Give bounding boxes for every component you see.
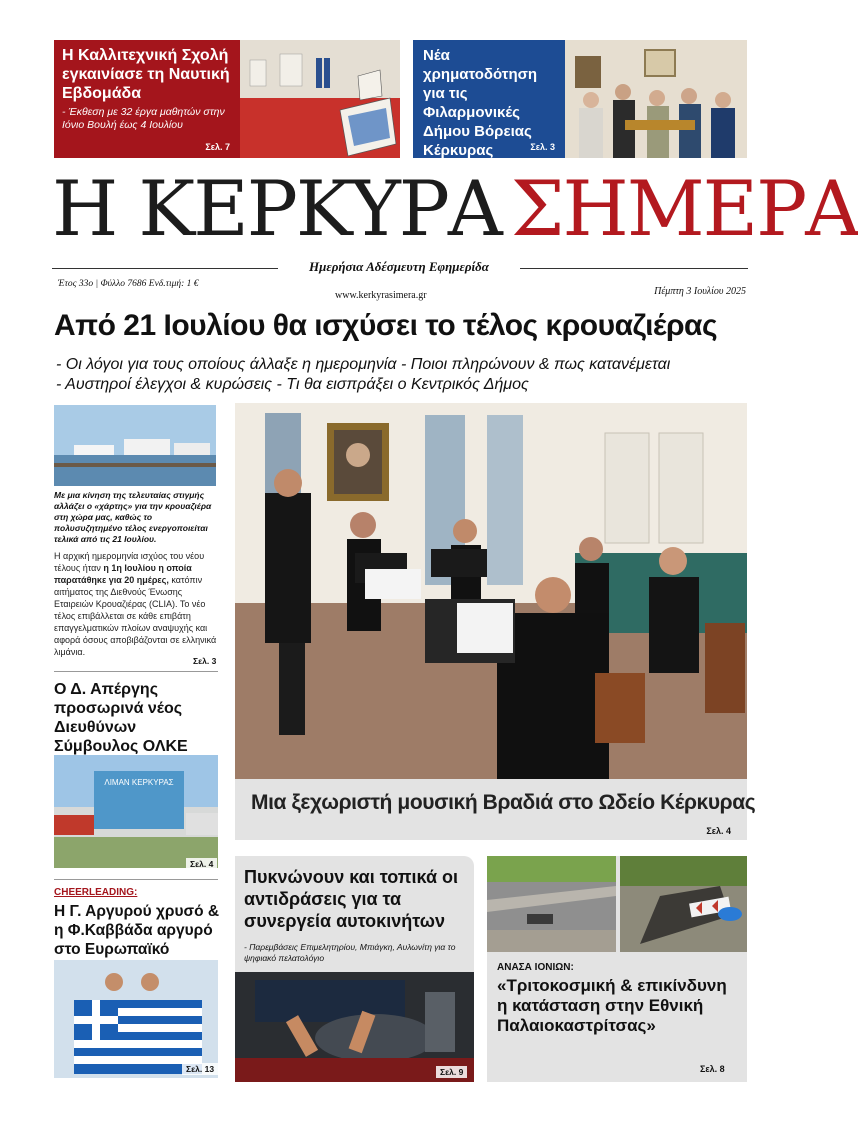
masthead-rule-left [52,268,278,269]
port-sign-text: ΛΙΜΑΝ ΚΕΡΚΥΡΑΣ [104,778,174,787]
roads-kicker: ΑΝΑΣΑ ΙΟΝΙΩΝ: [497,962,574,973]
roads-headline[interactable]: «Τριτοκοσμική & επικίνδυνη η κατάσταση στην Εθνική Παλαιοκαστρίτσας» [497,976,727,1035]
teaser-naval-week-headline: Η Καλλιτεχνική Σχολή εγκαινίασε τη Ναυτική Εβδομάδα [62,47,230,102]
cars-headline: Πυκνώνουν και τοπικά οι αντιδράσεις για τα συνεργεία αυτοκινήτων [244,867,459,931]
feature-caption-box[interactable] [235,779,756,840]
cars-page[interactable]: Σελ. 9 [436,1066,467,1078]
conservatory-concert-photo [235,403,747,779]
damaged-road-photo [487,856,616,952]
broken-sign-photo [620,856,747,952]
lead-subheadlines [56,355,756,395]
olke-headline[interactable]: Ο Δ. Απέργης προσωρινά νέος Διευθύνων Σύμβουλος ΟΛΚΕ [54,681,188,755]
cheerleaders-flag-photo [54,960,218,1078]
cheer-page[interactable]: Σελ. 13 [182,1063,218,1075]
cruise-body-bold: η 1η Ιουλίου η οποία παρατάθηκε για 20 ημέρες, [54,563,192,585]
teaser-philharmonics-headline: Νέα χρηματοδότηση για τις Φιλαρμονικές Δήμου Βόρειας Κέρκυρας [423,47,538,159]
teaser-philharmonics-page: Σελ. 3 [530,142,555,152]
teaser-naval-week[interactable] [54,40,400,158]
cars-story-box[interactable] [235,856,474,972]
cruise-body [54,550,218,658]
teaser-naval-week-textbox [54,40,240,158]
masthead-website[interactable]: www.kerkyrasimera.gr [335,290,427,301]
left-divider-2 [54,879,218,880]
masthead-tagline: Ημερήσια Αδέσμευτη Εφημερίδα [309,259,489,274]
lead-subline-2: - Αυστηροί έλεγχοι & κυρώσεις - Τι θα εισπράξει ο Κεντρικός Δήμος [56,376,529,393]
lead-headline[interactable]: Από 21 Ιουλίου θα ισχύσει το τέλος κρουαζιέρας [54,309,718,342]
masthead-title-simera: ΣΗΜΕΡΑ [510,164,858,253]
teaser-philharmonics-textbox [413,40,565,158]
cheer-kicker: CHEERLEADING: [54,887,138,898]
cars-subtitle: - Παρεμβάσεις Επιμελητηρίου, Μπιάγκη, Αυλωνίτη για το ψηφιακό πελατολόγιο [244,942,456,963]
cruise-ships-photo [54,405,216,486]
left-divider-1 [54,671,218,672]
cruise-body-part1: Η αρχική ημερομηνία ισχύος του νέου τέλους ήταν [54,551,205,573]
masthead-rule-right [520,268,748,269]
masthead-issue-info: Έτος 33ο | Φύλλο 7686 Ενδ.τιμή: 1 € [58,279,199,289]
teaser-philharmonics[interactable] [413,40,747,158]
roads-page[interactable]: Σελ. 8 [700,1064,725,1074]
teaser-naval-week-page: Σελ. 7 [205,142,230,152]
feature-page: Σελ. 4 [706,826,731,836]
cruise-body-part2: κατόπιν αιτήματος της Διεθνούς Ένωσης Εταιρειών Κρουαζιέρας (CLIA). Το νέο τέλος επιβάλλεται σε κάθε επιβάτη επαγγελματικών πλοίων αναψυχής και αφορά όσους αποβιβάζονται σε ελληνικά λιμάνια. [54,575,217,657]
cruise-page[interactable]: Σελ. 3 [193,656,217,666]
cruise-caption: Με μια κίνηση της τελευταίας στιγμής αλλάζει ο «χάρτης» για την κρουαζιέρα στη χώρα μας, καθώς το πολυσυζητημένο τέλος ενεργοποιείται τελικά από τις 21 Ιουλίου. [54,490,212,544]
cheer-headline[interactable]: Η Γ. Αργυρού χρυσό & η Φ.Καββάδα αργυρό στο Ευρωπαϊκό [54,903,220,958]
port-building-photo [54,755,218,868]
lead-subline-1: - Οι λόγοι για τους οποίους άλλαξε η ημερομηνία - Ποιοι πληρώνουν & πως κατανέμεται [56,356,671,373]
teaser-naval-week-subtitle: - Έκθεση με 32 έργα μαθητών στην Ιόνιο Βουλή έως 4 Ιουλίου [62,106,225,131]
feature-caption: Μια ξεχωριστή μουσική Βραδιά στο Ωδείο Κέρκυρας [251,791,756,814]
masthead-date: Πέμπτη 3 Ιουλίου 2025 [654,286,746,297]
masthead-title [52,164,858,256]
exhibition-photo [240,40,400,158]
olke-page[interactable]: Σελ. 4 [186,858,217,870]
philharmonics-photo [565,40,747,158]
masthead-title-kerkyra: Η ΚΕΡΚΥΡΑ [52,164,501,253]
